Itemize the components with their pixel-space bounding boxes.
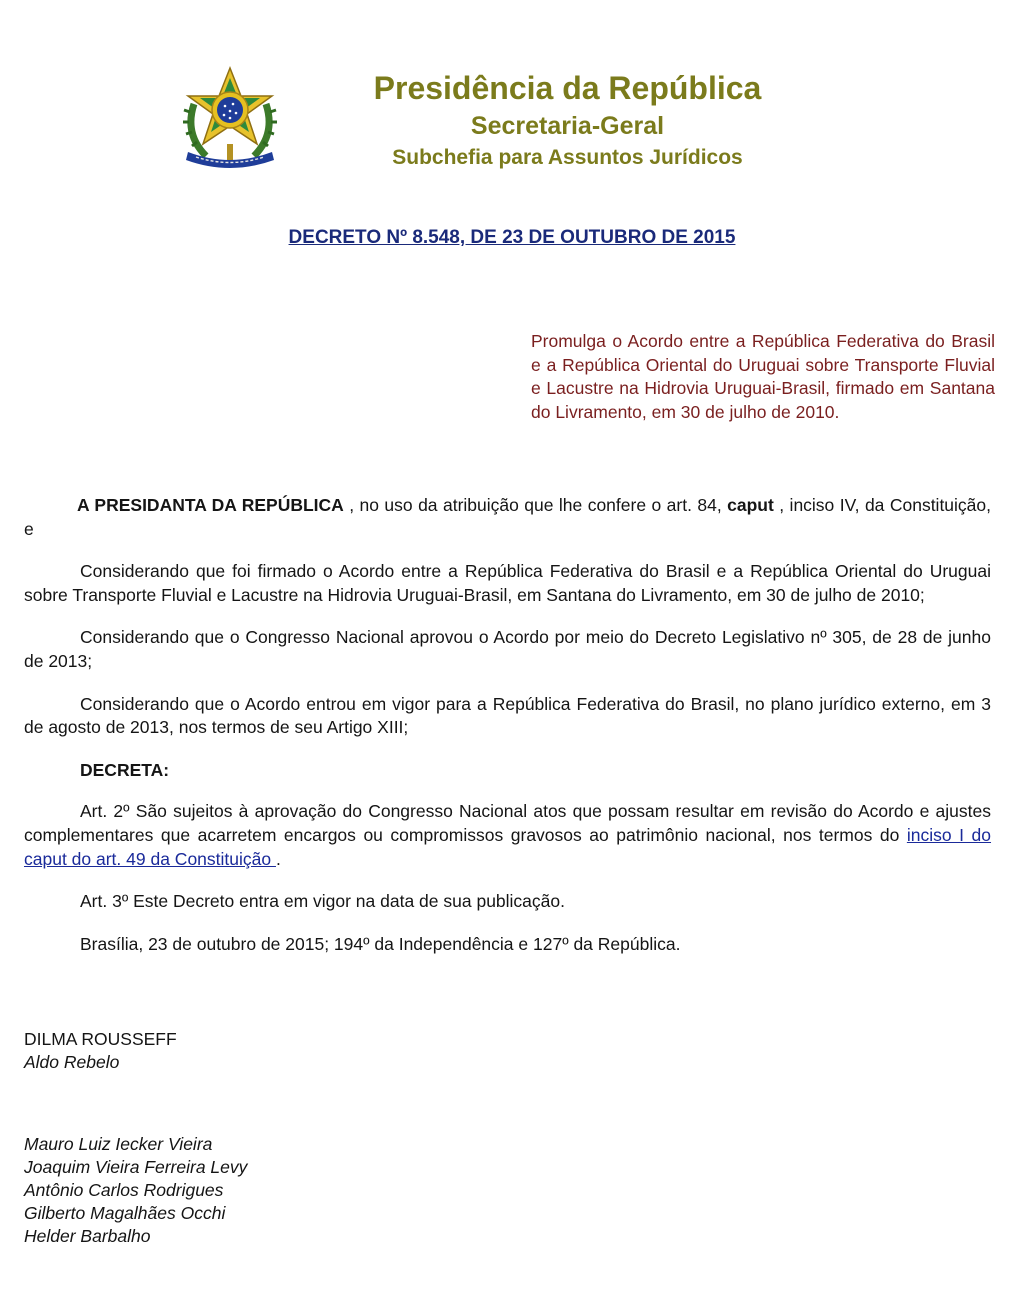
decree-ementa: Promulga o Acordo entre a República Federativa do Brasil e a República Oriental do Uruguai sobre Transporte Fluvial e Lacustre na Hidrovia Uruguai-Brasil, firmado em Santana do Livramento, em 30 de julho de 2010. bbox=[531, 331, 995, 422]
decree-body bbox=[24, 494, 991, 975]
preamble-text-a: , no uso da atribuição que lhe confere o art. 84, bbox=[343, 495, 728, 515]
president-title: A PRESIDANTA DA REPÚBLICA bbox=[77, 495, 344, 515]
constitution-link[interactable]: inciso I do caput do art. 49 da Constituição bbox=[24, 824, 992, 869]
preamble-paragraph bbox=[24, 494, 991, 541]
header-secretaria: Secretaria-Geral bbox=[470, 112, 665, 140]
article-3: Art. 3º Este Decreto entra em vigor na data de sua publicação. bbox=[80, 891, 565, 912]
page-header bbox=[0, 0, 1024, 200]
signatory-name: Antônio Carlos Rodrigues bbox=[24, 1180, 224, 1200]
signature-block-1 bbox=[24, 1028, 177, 1074]
header-titles bbox=[330, 66, 805, 173]
article-2-text: Art. 2º São sujeitos à aprovação do Congresso Nacional atos que possam resultar em revisão do Acordo e ajustes complementares que acarretem encargos ou compromissos gravosos ao patrimônio nacional, nos termos do bbox=[24, 801, 991, 845]
signatory-name: Joaquim Vieira Ferreira Levy bbox=[24, 1157, 248, 1177]
brazil-coat-of-arms-icon bbox=[180, 64, 280, 170]
caput-term: caput bbox=[727, 495, 774, 515]
signatory-name: Helder Barbalho bbox=[24, 1226, 151, 1246]
preamble-text-b: , inciso IV, da Constituição, e bbox=[24, 495, 992, 539]
signatory-name: Aldo Rebelo bbox=[24, 1052, 120, 1072]
considerando-1: Considerando que foi firmado o Acordo entre a República Federativa do Brasil e a República Oriental do Uruguai sobre Transporte Fluvial e Lacustre na Hidrovia Uruguai-Brasil, em Santana do Livramento, em 30 de julho de 2010; bbox=[24, 561, 991, 605]
article-2 bbox=[24, 800, 991, 871]
president-name: DILMA ROUSSEFF bbox=[24, 1029, 177, 1049]
signatory-name: Mauro Luiz Iecker Vieira bbox=[24, 1134, 213, 1154]
article-2-end: . bbox=[275, 848, 281, 869]
considerando-2: Considerando que o Congresso Nacional aprovou o Acordo por meio do Decreto Legislativo nº 305, de 28 de junho de 2013; bbox=[24, 627, 991, 671]
considerando-3: Considerando que o Acordo entrou em vigor para a República Federativa do Brasil, no plano jurídico externo, em 3 de agosto de 2013, nos termos de seu Artigo XIII; bbox=[24, 693, 991, 738]
date-line: Brasília, 23 de outubro de 2015; 194º da Independência e 127º da República. bbox=[80, 933, 681, 954]
header-subchefia: Subchefia para Assuntos Jurídicos bbox=[392, 146, 743, 169]
signature-block-2 bbox=[24, 1133, 247, 1248]
header-presidencia: Presidência da República bbox=[373, 70, 762, 106]
decree-title bbox=[0, 227, 1024, 249]
decree-title-link[interactable]: DECRETO Nº 8.548, DE 23 DE OUTUBRO DE 2015 bbox=[288, 227, 736, 248]
decreta-heading: DECRETA: bbox=[80, 759, 170, 780]
signatory-name: Gilberto Magalhães Occhi bbox=[24, 1203, 226, 1223]
